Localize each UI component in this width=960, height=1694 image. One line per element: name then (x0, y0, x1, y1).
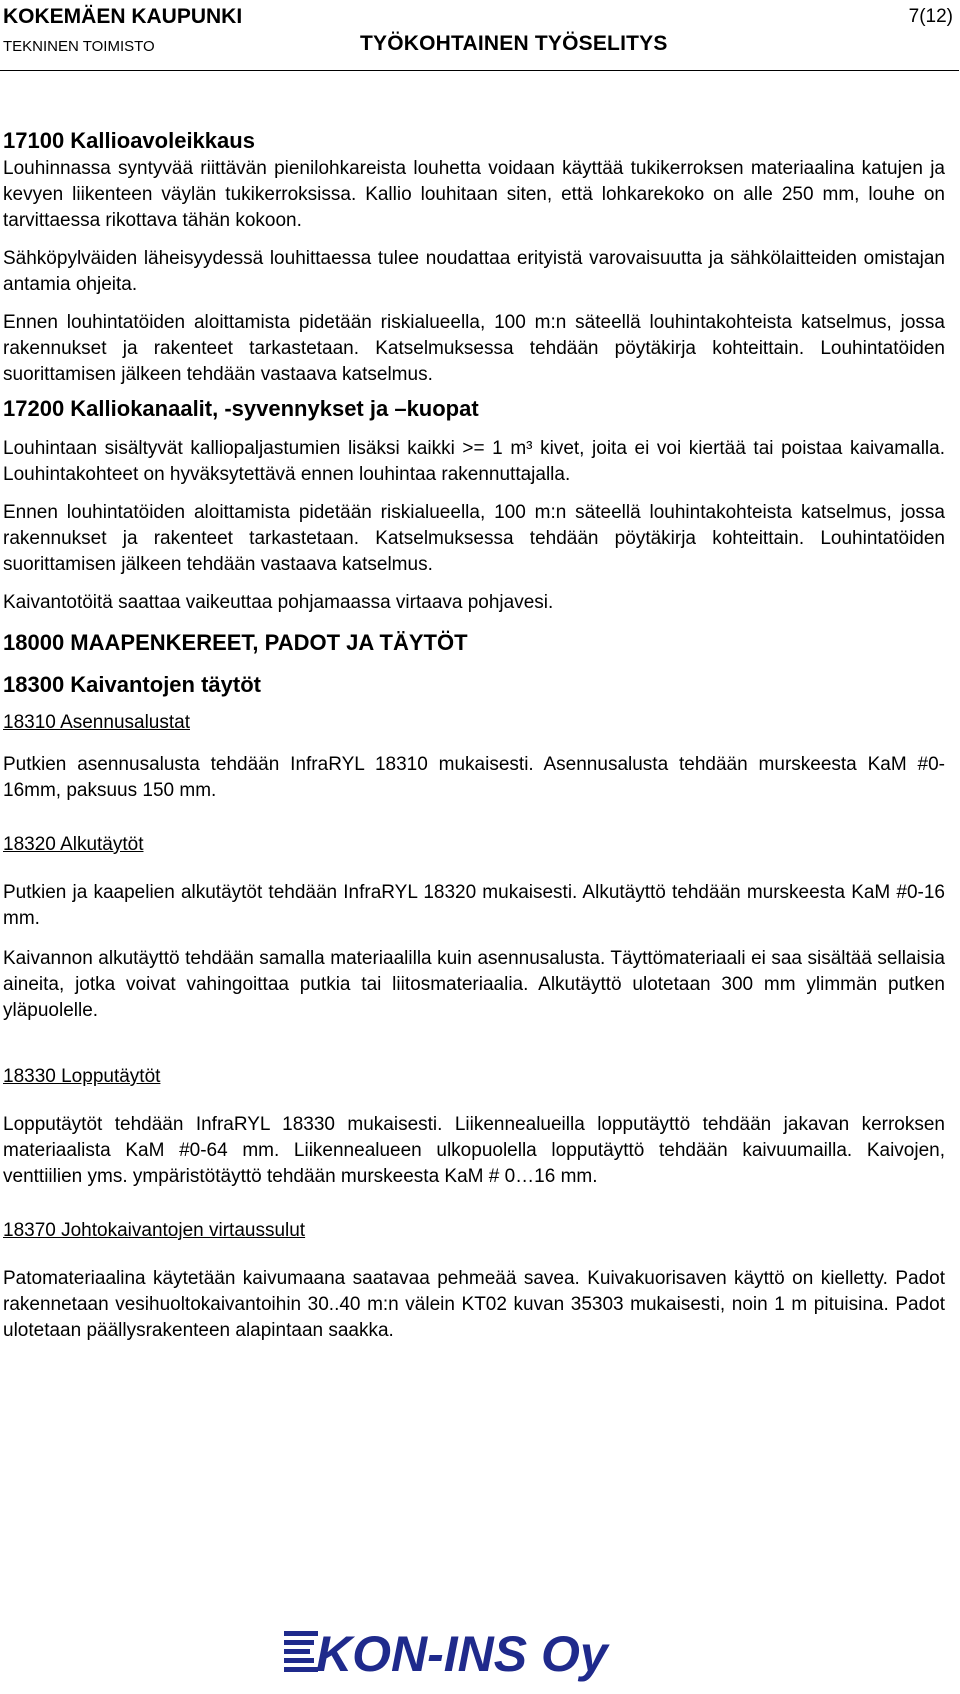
paragraph-17100-3: Ennen louhintatöiden aloittamista pidetään riskialueella, 100 m:n säteellä louhintakohteista katselmus, jossa rakennukset ja rakenteet tarkastetaan. Katselmuksessa tehdään pöytäkirja kohteittain. Louhintatöiden suorittamisen jälkeen tehdään vastaava katselmus. (3, 312, 945, 385)
heading-18320: 18320 Alkutäytöt (3, 834, 144, 855)
paragraph-17100-2: Sähköpylväiden läheisyydessä louhittaessa tulee noudattaa erityistä varovaisuutta ja sähkölaitteiden omistajan antamia ohjeita. (3, 248, 945, 295)
heading-18300: 18300 Kaivantojen täytöt (3, 672, 261, 697)
paragraph-18330-1: Lopputäytöt tehdään InfraRYL 18330 mukaisesti. Liikennealueilla lopputäyttö tehdään jakavan kerroksen materiaalista KaM #0-64 mm. Liikennealueen ulkopuolella lopputäyttö tehdään kaivuumailla. Kaivojen, venttiilien yms. ympäristötäyttö tehdään murskeesta KaM # 0…16 mm. (3, 1114, 945, 1187)
logo-mark (284, 1631, 318, 1672)
heading-18000: 18000 MAAPENKEREET, PADOT JA TÄYTÖT (3, 630, 468, 655)
heading-18370: 18370 Johtokaivantojen virtaussulut (3, 1220, 306, 1241)
heading-17200: 17200 Kalliokanaalit, -syvennykset ja –kuopat (3, 396, 479, 421)
logo-wordmark: KON-INS Oy (316, 1626, 608, 1682)
header-organization: KOKEMÄEN KAUPUNKI (3, 5, 243, 28)
paragraph-18370-1: Patomateriaalina käytetään kaivumaana saatavaa pehmeää savea. Kuivakuorisaven käyttö on kielletty. Padot rakennetaan vesihuoltokaivantoihin 30..40 m:n välein KT02 kuvan 35303 mukaisesti, noin 1 m pituisina. Padot ulotetaan päällysrakenteen alapintaan saakka. (3, 1268, 945, 1341)
paragraph-18310-1: Putkien asennusalusta tehdään InfraRYL 18310 mukaisesti. Asennusalusta tehdään murskeesta KaM #0-16mm, paksuus 150 mm. (3, 754, 945, 801)
header-document-title: TYÖKOHTAINEN TYÖSELITYS (360, 32, 668, 55)
header-rule (0, 70, 959, 71)
heading-17100: 17100 Kallioavoleikkaus (3, 128, 255, 153)
heading-18330: 18330 Lopputäytöt (3, 1066, 161, 1087)
paragraph-17200-3: Kaivantotöitä saattaa vaikeuttaa pohjamaassa virtaava pohjavesi. (3, 592, 554, 613)
paragraph-18320-1: Putkien ja kaapelien alkutäytöt tehdään InfraRYL 18320 mukaisesti. Alkutäyttö tehdään murskeesta KaM #0-16 mm. (3, 882, 945, 929)
paragraph-18320-2: Kaivannon alkutäyttö tehdään samalla materiaalilla kuin asennusalusta. Täyttömateriaali ei saa sisältää sellaisia aineita, jotka voivat vahingoittaa putkia tai liitosmateriaalia. Alkutäyttö ulotetaan 300 mm ylimmän putken yläpuolelle. (3, 948, 945, 1021)
paragraph-17100-1: Louhinnassa syntyvää riittävän pienilohkareista louhetta voidaan käyttää tukikerroksen materiaalina katujen ja kevyen liikenteen väylän tukikerroksissa. Kallio louhitaan siten, että lohkarekoko on alle 250 mm, louhe on tarvittaessa rikottava tähän kokoon. (3, 158, 945, 231)
header-page-number: 7(12) (908, 6, 953, 27)
paragraph-17200-1: Louhintaan sisältyvät kalliopaljastumien lisäksi kaikki >= 1 m³ kivet, joita ei voi kiertää tai poistaa kaivamalla. Louhintakohteet on hyväksytettävä ennen louhintaa rakennuttajalla. (3, 438, 945, 485)
kon-ins-logo (282, 1617, 642, 1683)
header-department: TEKNINEN TOIMISTO (3, 38, 155, 55)
heading-18310: 18310 Asennusalustat (3, 712, 190, 733)
document-body (3, 126, 945, 1344)
paragraph-17200-2: Ennen louhintatöiden aloittamista pidetään riskialueella, 100 m:n säteellä louhintakohteista katselmus, jossa rakennukset ja rakenteet tarkastetaan. Katselmuksessa tehdään pöytäkirja kohteittain. Louhintatöiden suorittamisen jälkeen tehdään vastaava katselmus. (3, 502, 945, 575)
